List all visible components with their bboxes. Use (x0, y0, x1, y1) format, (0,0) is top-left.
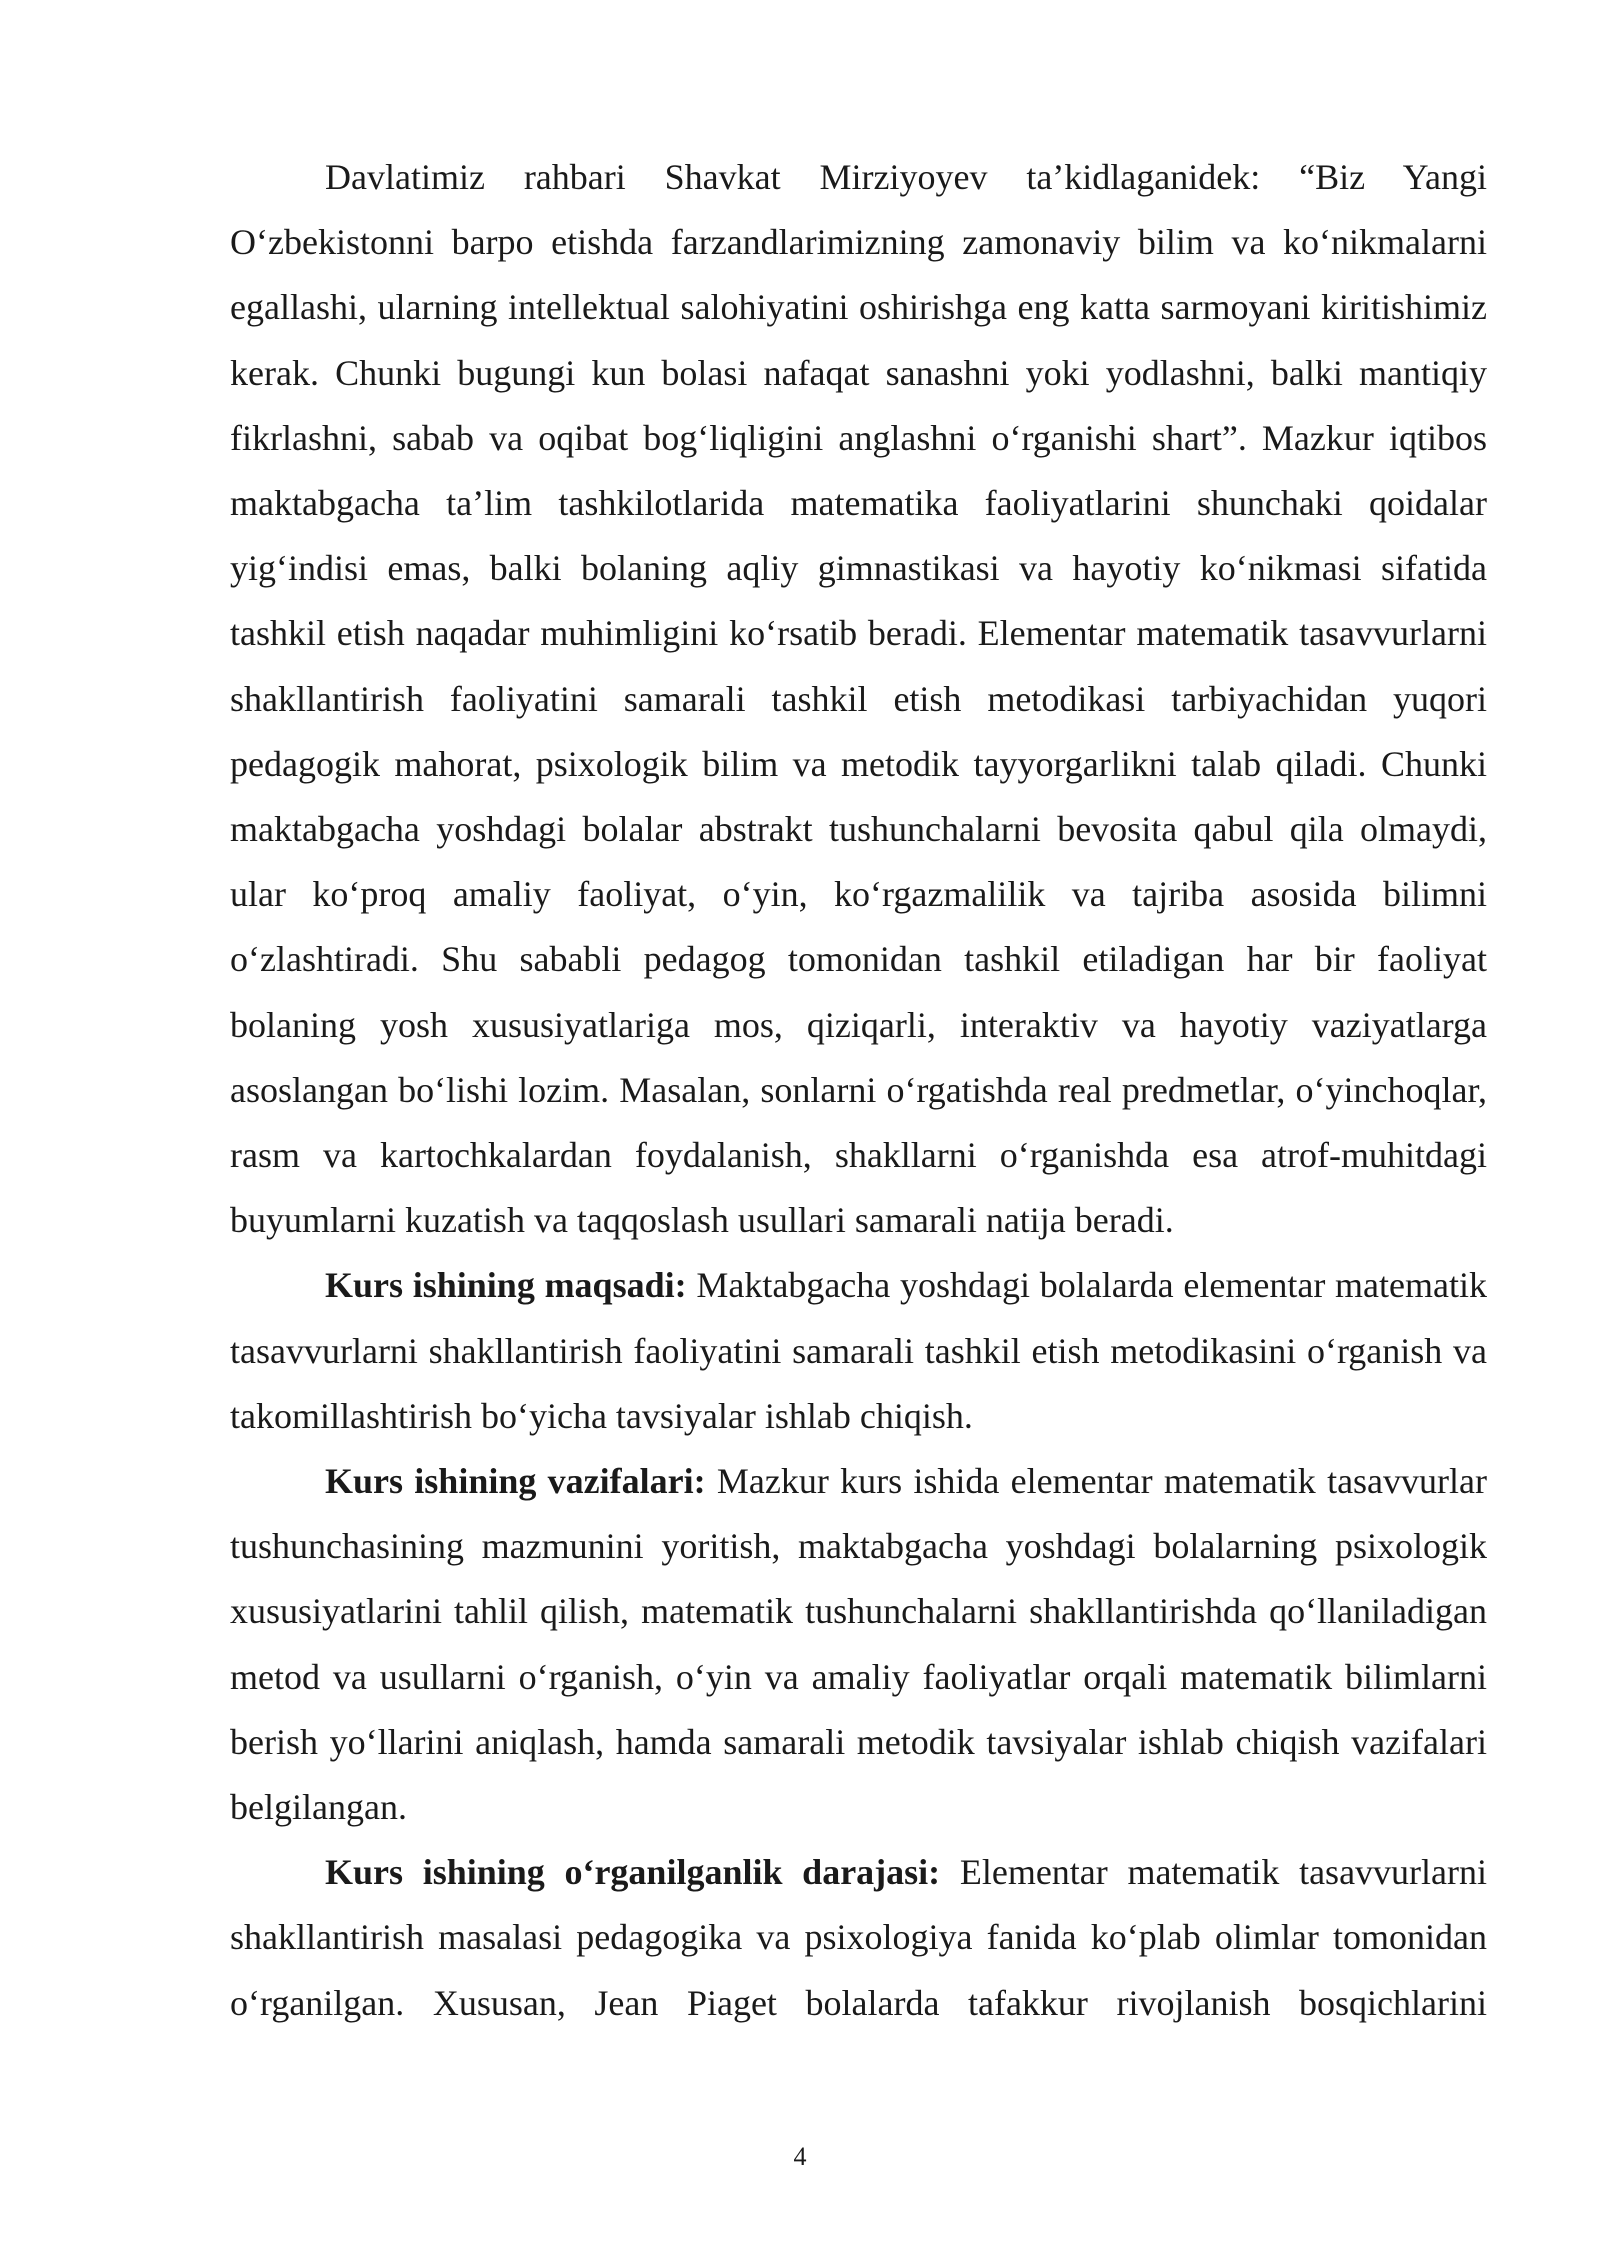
paragraph-research-level (230, 1840, 1487, 2036)
paragraph-goal-text: Maktabgacha yoshdagi bolalarda elementar matematik tasavvurlarni shakllantirish faoliyatini samarali tashkil etish metodikasini o‘rganish va takomillashtirish bo‘yicha tavsiyalar ishlab chiqish. (230, 1265, 1487, 1436)
page-number: 4 (793, 2142, 807, 2171)
paragraph-tasks-heading: Kurs ishining vazifalari: (325, 1461, 706, 1502)
paragraph-goal (230, 1253, 1487, 1449)
paragraph-research-level-text: Elementar matematik tasavvurlarni shakllantirish masalasi pedagogika va psixologiya fanida ko‘plab olimlar tomonidan o‘rganilgan. Xususan, Jean Piaget bolalarda tafakkur rivojlanish bosqichlarini (230, 1852, 1488, 2023)
paragraph-tasks-text: Mazkur kurs ishida elementar matematik tasavvurlar tushunchasining mazmunini yoritish, maktabgacha yoshdagi bolalarning psixologik xususiyatlarini tahlil qilish, matematik tushunchalarni shakllantirishda qo‘llaniladigan metod va usullarni o‘rganish, o‘yin va amaliy faoliyatlar orqali matematik bilimlarni berish yo‘llarini aniqlash, hamda samarali metodik tavsiyalar ishlab chiqish vazifalari belgilangan. (230, 1461, 1487, 1828)
paragraph-intro-text: Davlatimiz rahbari Shavkat Mirziyoyev ta’kidlaganidek: “Biz Yangi O‘zbekistonni barpo etishda farzandlarimizning zamonaviy bilim va ko‘nikmalarni egallashi, ularning intellektual salohiyatini oshirishga eng katta sarmoyani kiritishimiz kerak. Chunki bugungi kun bolasi nafaqat sanashni yoki yodlashni, balki mantiqiy fikrlashni, sabab va oqibat bog‘liqligini anglashni o‘rganishi shart”. Mazkur iqtibos maktabgacha ta’lim tashkilotlarida matematika faoliyatlarini shunchaki qoidalar yig‘indisi emas, balki bolaning aqliy gimnastikasi va hayotiy ko‘nikmasi sifatida tashkil etish naqadar muhimligini ko‘rsatib beradi. Elementar matematik tasavvurlarni shakllantirish faoliyatini samarali tashkil etish metodikasi tarbiyachidan yuqori pedagogik mahorat, psixologik bilim va metodik tayyorgarlikni talab qiladi. Chunki maktabgacha yoshdagi bolalar abstrakt tushunchalarni bevosita qabul qila olmaydi, ular ko‘proq amaliy faoliyat, o‘yin, ko‘rgazmalilik va tajriba asosida bilimni o‘zlashtiradi. Shu sababli pedagog tomonidan tashkil etiladigan har bir faoliyat bolaning yosh xususiyatlariga mos, qiziqarli, interaktiv va hayotiy vaziyatlarga asoslangan bo‘lishi lozim. Masalan, sonlarni o‘rgatishda real predmetlar, o‘yinchoqlar, rasm va kartochkalardan foydalanish, shakllarni o‘rganishda esa atrof-muhitdagi buyumlarni kuzatish va taqqoslash usullari samarali natija beradi. (230, 157, 1487, 1241)
paragraph-goal-heading: Kurs ishining maqsadi: (325, 1265, 687, 1306)
paragraph-tasks (230, 1449, 1487, 1840)
paragraph-intro (230, 145, 1487, 1253)
document-body (230, 145, 1487, 2036)
paragraph-research-level-heading: Kurs ishining o‘rganilganlik darajasi: (325, 1852, 941, 1893)
